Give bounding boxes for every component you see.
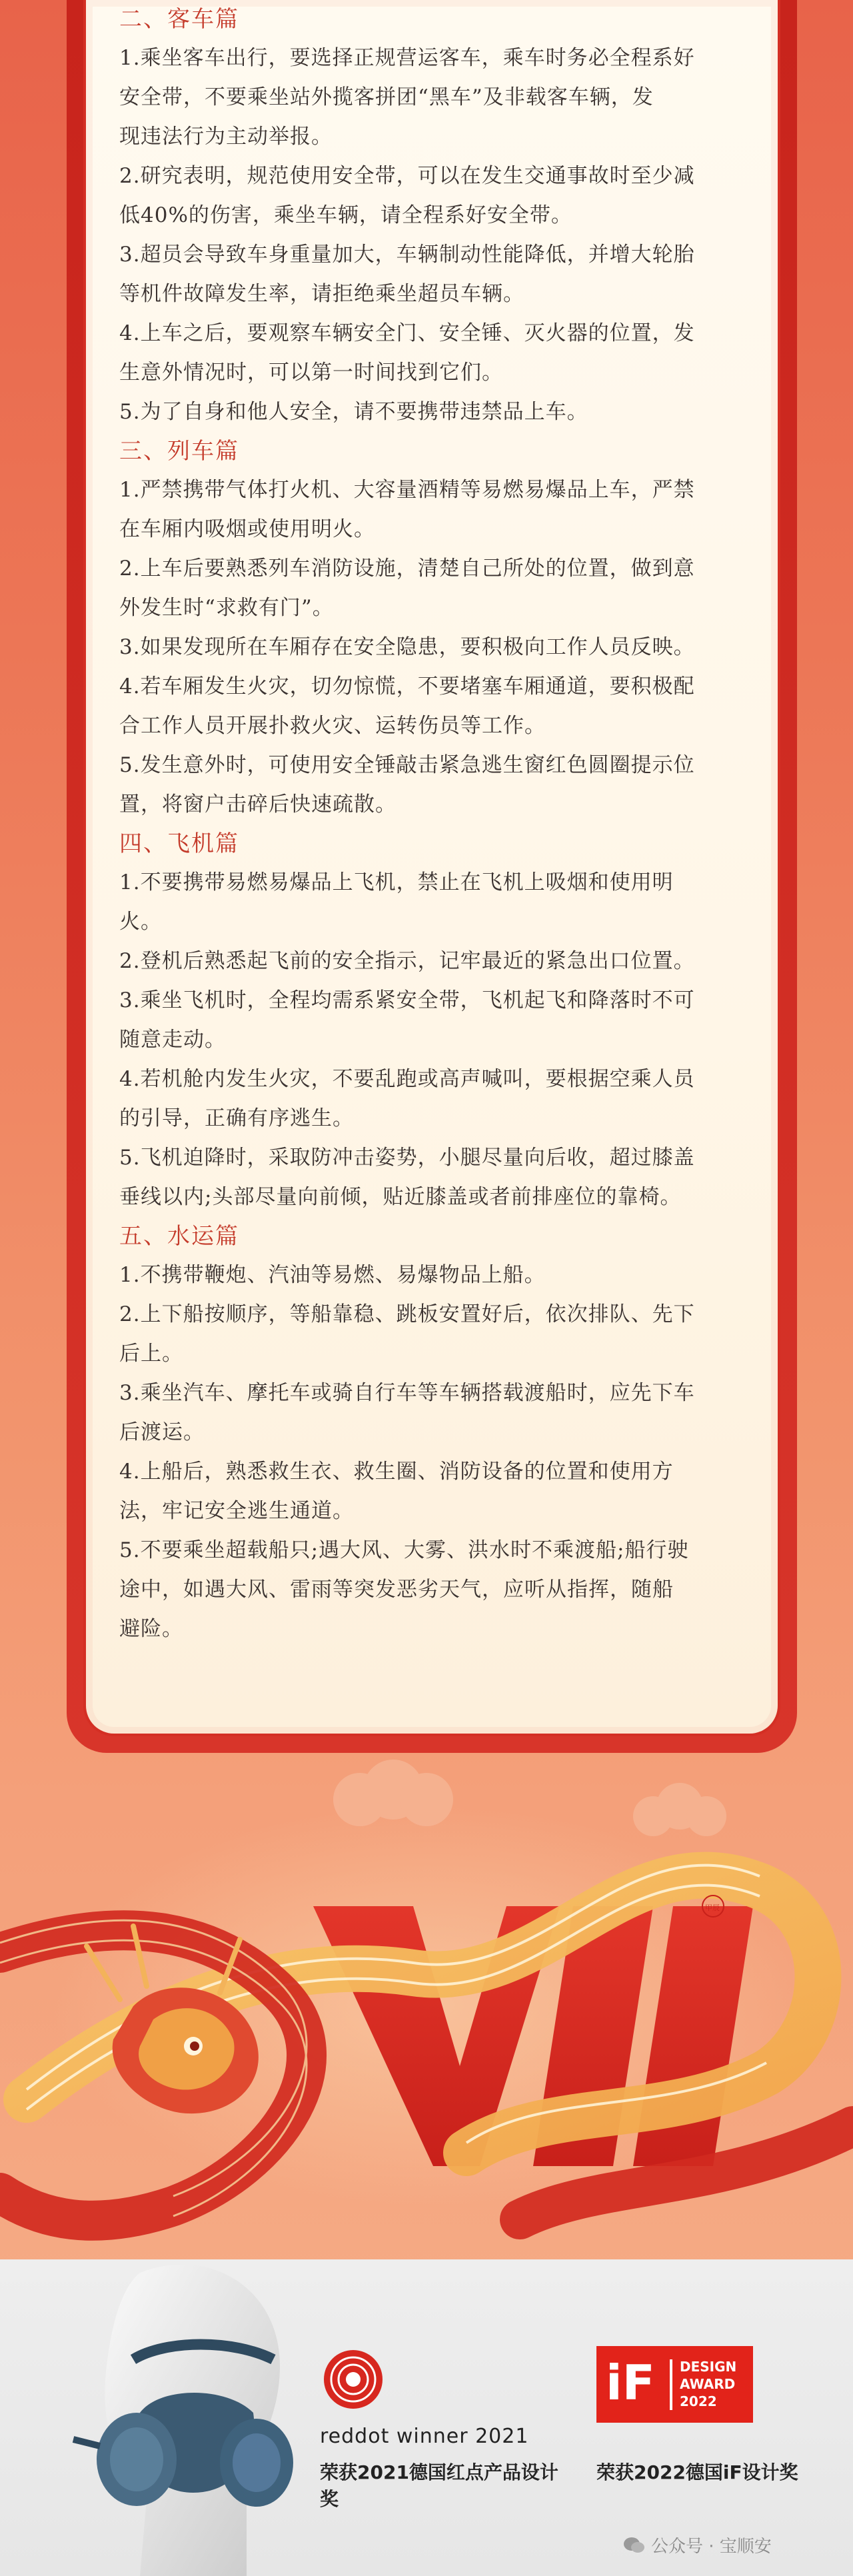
article-body xyxy=(119,0,752,1649)
section-paragraph-line: 4.上船后，熟悉救生衣、救生圈、消防设备的位置和使用方 xyxy=(119,1460,674,1484)
respirator-mask-image xyxy=(60,2259,340,2576)
section-paragraph-line: 2.上下船按顺序，等船靠稳、跳板安置好后，依次排队、先下 xyxy=(119,1302,695,1326)
section-paragraph-line: 3.如果发现所在车厢存在安全隐患，要积极向工作人员反映。 xyxy=(119,635,695,659)
section-title: 二、客车篇 xyxy=(119,6,239,33)
section-paragraph-line: 随意走动。 xyxy=(119,1028,226,1052)
if-logo-letters: iF xyxy=(606,2355,655,2411)
if-logo-award: AWARD xyxy=(680,2376,736,2392)
section-paragraph-line: 外发生时“求救有门”。 xyxy=(119,596,334,620)
section-paragraph-line: 的引导，正确有序逃生。 xyxy=(119,1106,354,1130)
if-caption: 荣获2022德国iF设计奖 xyxy=(596,2461,798,2483)
seal-text: 甲辰 xyxy=(705,1904,720,1912)
section-paragraph-line: 火。 xyxy=(119,910,162,934)
section-paragraph-line: 避险。 xyxy=(119,1617,183,1641)
section-paragraph-line: 低40%的伤害，乘坐车辆，请全程系好安全带。 xyxy=(119,203,572,227)
section-paragraph-line: 在车厢内吸烟或使用明火。 xyxy=(119,517,375,541)
section-paragraph-line: 4.若车厢发生火灾，切勿惊慌，不要堵塞车厢通道，要积极配 xyxy=(119,674,695,698)
section-paragraph-line: 后渡运。 xyxy=(119,1420,205,1444)
reddot-logo-text: reddot winner 2021 xyxy=(320,2425,529,2448)
section-paragraph-line: 1.不要携带易燃易爆品上飞机，禁止在飞机上吸烟和使用明 xyxy=(119,870,674,894)
section-paragraph-line: 安全带，不要乘坐站外揽客拼团“黑车”及非载客车辆，发 xyxy=(119,85,654,109)
section-paragraph-line: 1.不携带鞭炮、汽油等易燃、易爆物品上船。 xyxy=(119,1263,546,1287)
section-paragraph-line: 5.不要乘坐超载船只;遇大风、大雾、洪水时不乘渡船;船行驶 xyxy=(119,1538,689,1562)
section-paragraph-line: 2.上车后要熟悉列车消防设施，清楚自己所处的位置，做到意 xyxy=(119,557,695,581)
wechat-account-label: 公众号 · 宝顺安 xyxy=(651,2537,772,2557)
section-paragraph-line: 法，牢记安全逃生通道。 xyxy=(119,1499,354,1523)
section-paragraph-line: 5.发生意外时，可使用安全锤敲击紧急逃生窗红色圆圈提示位 xyxy=(119,753,695,777)
section-paragraph-line: 1.乘坐客车出行，要选择正规营运客车，乘车时务必全程系好 xyxy=(119,46,695,70)
section-paragraph-line: 后上。 xyxy=(119,1342,183,1366)
if-logo-year: 2022 xyxy=(680,2393,717,2409)
section-paragraph-line: 5.为了自身和他人安全，请不要携带违禁品上车。 xyxy=(119,400,588,424)
section-paragraph-line: 3.乘坐汽车、摩托车或骑自行车等车辆搭载渡船时，应先下车 xyxy=(119,1381,695,1405)
section-title: 三、列车篇 xyxy=(119,438,239,465)
section-paragraph-line: 合工作人员开展扑救火灾、运转伤员等工作。 xyxy=(119,714,546,738)
section-paragraph-line: 途中，如遇大风、雷雨等突发恶劣天气，应听从指挥，随船 xyxy=(119,1578,674,1602)
section-paragraph-line: 2.登机后熟悉起飞前的安全指示，记牢最近的紧急出口位置。 xyxy=(119,949,695,973)
reddot-logo-icon xyxy=(320,2346,387,2413)
wechat-watermark xyxy=(623,2533,772,2557)
section-title: 四、飞机篇 xyxy=(119,830,239,857)
section-paragraph-line: 垂线以内;头部尽量向前倾，贴近膝盖或者前排座位的靠椅。 xyxy=(119,1185,682,1209)
section-paragraph-line: 3.超员会导致车身重量加大，车辆制动性能降低，并增大轮胎 xyxy=(119,243,695,267)
section-paragraph-line: 1.严禁携带气体打火机、大容量酒精等易燃易爆品上车，严禁 xyxy=(119,478,695,502)
wechat-icon xyxy=(623,2536,646,2555)
dragon-illustration xyxy=(0,1753,853,2259)
section-paragraph-line: 5.飞机迫降时，采取防冲击姿势，小腿尽量向后收，超过膝盖 xyxy=(119,1146,695,1170)
section-paragraph-line: 3.乘坐飞机时，全程均需系紧安全带，飞机起飞和降落时不可 xyxy=(119,988,695,1012)
if-logo-design: DESIGN xyxy=(680,2359,737,2375)
section-paragraph-line: 4.上车之后，要观察车辆安全门、安全锤、灭火器的位置，发 xyxy=(119,321,695,345)
award-footer xyxy=(0,2259,853,2576)
dragon-artwork xyxy=(0,1753,853,2259)
section-paragraph-line: 4.若机舱内发生火灾，不要乱跑或高声喊叫，要根据空乘人员 xyxy=(119,1067,695,1091)
reddot-caption: 荣获2021德国红点产品设计奖 xyxy=(320,2461,558,2510)
reddot-award xyxy=(320,2346,573,2519)
content-card xyxy=(83,0,780,1736)
section-paragraph-line: 生意外情况时，可以第一时间找到它们。 xyxy=(119,361,503,385)
section-title: 五、水运篇 xyxy=(119,1223,239,1250)
section-paragraph-line: 等机件故障发生率，请拒绝乘坐超员车辆。 xyxy=(119,282,524,306)
section-paragraph-line: 置，将窗户击碎后快速疏散。 xyxy=(119,792,397,816)
if-logo xyxy=(596,2346,753,2423)
if-award xyxy=(596,2346,836,2519)
section-paragraph-line: 2.研究表明，规范使用安全带，可以在发生交通事故时至少减 xyxy=(119,164,695,188)
section-paragraph-line: 现违法行为主动举报。 xyxy=(119,125,333,149)
